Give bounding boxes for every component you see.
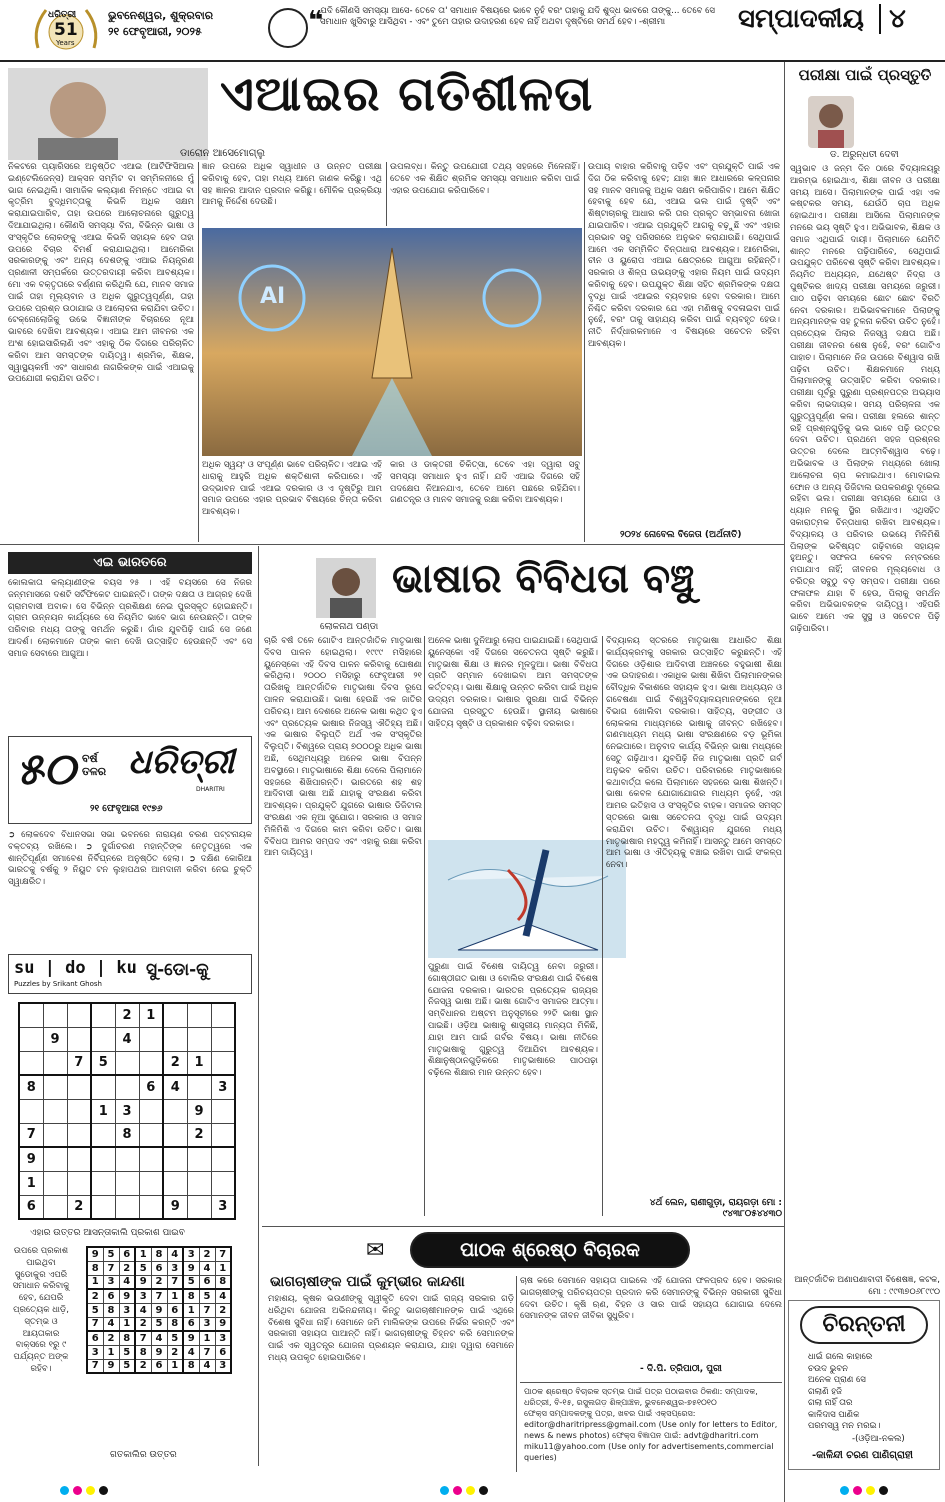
grid-cell: 6 <box>215 1345 231 1359</box>
grid-cell: 7 <box>167 1275 183 1289</box>
grid-cell: 8 <box>87 1261 103 1275</box>
grid-cell: 1 <box>167 1289 183 1303</box>
ai-image-label: AI <box>260 284 286 309</box>
letter-icon: ✉ <box>366 1238 385 1263</box>
column-rule <box>516 1276 517 1472</box>
lead-column-3-top: ଉପଲବ୍ଧ। କିନ୍ତୁ ଉପଯୋଗୀ ତଥ୍ୟ ସହଜରେ ମିଳେନାହିଁ। ତେବେ ଏକ ଶିକ୍ଷିତ ଶ୍ରମିକ ସମସ୍ୟା ସମାଧାନ କରିବା ପାଇଁ ଏହାର ଉପଯୋଗ କରିପାରିବେ। <box>390 162 580 196</box>
section-title: ସମ୍ପାଦକୀୟ <box>738 4 864 34</box>
grid-cell: 2 <box>67 1195 91 1219</box>
grid-cell: 6 <box>119 1247 135 1261</box>
ai-paris-illustration <box>202 228 582 456</box>
grid-cell: 3 <box>87 1345 103 1359</box>
grid-cell: 6 <box>151 1261 167 1275</box>
grid-cell: 9 <box>135 1275 151 1289</box>
grid-cell: 8 <box>151 1247 167 1261</box>
grid-cell: 1 <box>135 1247 151 1261</box>
grid-cell <box>91 1027 115 1051</box>
grid-cell <box>187 1171 211 1195</box>
grid-cell: 8 <box>135 1345 151 1359</box>
sudoku-answer-intro: ଉପରେ ପ୍ରକାଶ ପାଇଥିବା ସୁଡୋକୁର ଏପରି ସମାଧାନ କରିବାକୁ ହେବ, ଯେପରି ପ୍ରତ୍ୟେକ ଧାଡ଼ି, ସ୍ତମ୍ଭ ଓ ଆୟତାକାର ବାକ୍ସରେ ୧ରୁ ୯ ପର୍ଯ୍ୟନ୍ତ ଅଙ୍କ ରହିବ। <box>12 1246 70 1374</box>
grid-row <box>87 1261 231 1275</box>
row-rule <box>262 1226 784 1227</box>
reader-contact-3: miku11@yahoo.com (Use only for advertisements,commercial queries) <box>524 1442 774 1462</box>
grid-cell <box>115 1171 139 1195</box>
grid-cell: 7 <box>199 1303 215 1317</box>
side-body: ସ୍ୱଭାବ ଓ ଜନ୍ମ ଦିନ ଠାରେ ବିଦ୍ୟାଳୟରୁ ଆରମ୍ଭ ହୋଇଥାଏ, ଶିକ୍ଷା ଜୀବନ ଓ ପରୀକ୍ଷା ସମୟ ଆସେ। ପିଲାମାନଙ୍କ ପାଇଁ ଏହା ଏକ କଷ୍ଟକର ସମୟ, ଯେଉଁଠି ଚାପ ଅଧିକ ହୋଇଥାଏ। ପରୀକ୍ଷା ଆସିଲେ ପିଲାମାନଙ୍କ ମନରେ ଭୟ ସୃଷ୍ଟି ହୁଏ। ଅଭିଭାବକ, ଶିକ୍ଷକ ଓ ସମାଜ ଏଥିପାଇଁ ଦାୟୀ। ପିଲାମାନେ ଯେମିତି ଶାନ୍ତ ମନରେ ପଢ଼ିପାରିବେ, ସେଥିପାଇଁ ଉପଯୁକ୍ତ ପରିବେଶ ସୃଷ୍ଟି କରିବା ଆବଶ୍ୟକ। ନିୟମିତ ଅଧ୍ୟୟନ, ଯଥେଷ୍ଟ ନିଦ୍ରା ଓ ପୁଷ୍ଟିକର ଖାଦ୍ୟ ପରୀକ୍ଷା ସମୟରେ ଜରୁରୀ। ପାଠ ପଢ଼ିବା ସମୟରେ ଛୋଟ ଛୋଟ ବିରତି ନେବା ଦରକାର। ଅଭିଭାବକମାନେ ପିଲାଙ୍କୁ ଅନ୍ୟମାନଙ୍କ ସହ ତୁଳନା କରିବା ଉଚିତ ନୁହେଁ। ପ୍ରତ୍ୟେକ ପିଲାର ନିଜସ୍ୱ ଦକ୍ଷତା ଅଛି। ପରୀକ୍ଷା ଜୀବନର ଶେଷ ନୁହେଁ, ବରଂ ଗୋଟିଏ ପାହାଚ। ପିଲାମାନେ ନିଜ ଉପରେ ବିଶ୍ୱାସ ରଖି ପଢ଼ିବା ଉଚିତ। ଶିକ୍ଷକମାନେ ମଧ୍ୟ ପିଲାମାନଙ୍କୁ ଉତ୍ସାହିତ କରିବା ଦରକାର। ପରୀକ୍ଷା ପୂର୍ବରୁ ପୁରୁଣା ପ୍ରଶ୍ନପତ୍ର ଅଭ୍ୟାସ କରିବା ଲାଭଦାୟକ। ସମୟ ପରିଚାଳନା ଏକ ଗୁରୁତ୍ୱପୂର୍ଣ୍ଣ କଳା। ପରୀକ୍ଷା ହଲରେ ଶାନ୍ତ ରହି ପ୍ରଶ୍ନଗୁଡ଼ିକୁ ଭଲ ଭାବେ ପଢ଼ି ଉତ୍ତର ଦେବା ଉଚିତ। ପ୍ରଥମେ ସହଜ ପ୍ରଶ୍ନର ଉତ୍ତର ଦେଲେ ଆତ୍ମବିଶ୍ୱାସ ବଢ଼େ। ଅଭିଭାବକ ଓ ପିଲାଙ୍କ ମଧ୍ୟରେ ଖୋଲା ଆଲୋଚନା ଚାପ କମାଇଥାଏ। ମୋବାଇଲ ଫୋନ ଓ ଅନ୍ୟ ଡିଜିଟାଲ ଉପକରଣରୁ ଦୂରେଇ ରହିବା ଭଲ। ପରୀକ୍ଷା ସମୟରେ ଯୋଗ ଓ ଧ୍ୟାନ ମନକୁ ସ୍ଥିର ରଖିଥାଏ। ଏଥିସହିତ ସକାରାତ୍ମକ ଚିନ୍ତାଧାରା ରଖିବା ଆବଶ୍ୟକ। ବିଦ୍ୟାଳୟ ଓ ପରିବାର ଉଭୟେ ମିଳିମିଶି ପିଲାଙ୍କ ଭବିଷ୍ୟତ ଗଢ଼ିବାରେ ସହାୟକ ହୁଅନ୍ତୁ। ସଫଳତା କେବଳ ନମ୍ବରରେ ମପାଯାଏ ନାହିଁ; ଜୀବନର ମୂଲ୍ୟବୋଧ ଓ ଚରିତ୍ର ସବୁଠୁ ବଡ଼ ସମ୍ପଦ। ପରୀକ୍ଷା ପରେ ଫଳାଫଳ ଯାହା ବି ହେଉ, ପିଲାକୁ ସମର୍ଥନ କରିବା ଅଭିଭାବକଙ୍କ ଦାୟିତ୍ୱ। ଏହିପରି ଭାବେ ଆମେ ଏକ ସୁସ୍ଥ ଓ ସଚେତନ ପିଢ଼ି ଗଢ଼ିପାରିବା। <box>790 164 940 635</box>
grid-cell: 1 <box>215 1261 231 1275</box>
grid-cell: 6 <box>19 1195 43 1219</box>
grid-cell: 3 <box>211 1195 235 1219</box>
grid-row <box>87 1289 231 1303</box>
grid-cell <box>43 1171 67 1195</box>
grid-cell <box>67 1075 91 1099</box>
grid-cell <box>91 1195 115 1219</box>
grid-row <box>19 1003 235 1027</box>
sudoku-title-en: su | do | ku <box>14 958 137 978</box>
grid-cell: 1 <box>139 1003 163 1027</box>
grid-cell <box>115 1195 139 1219</box>
grid-cell <box>91 1003 115 1027</box>
grid-cell: 2 <box>115 1003 139 1027</box>
chakra-icon <box>268 8 308 48</box>
city-day: ଭୁବନେଶ୍ୱର, ଶୁକ୍ରବାର <box>108 9 214 22</box>
grid-cell: 4 <box>119 1275 135 1289</box>
grid-cell: 9 <box>187 1099 211 1123</box>
lang-headline: ଭାଷାର ବିବିଧତା ବଞ୍ଚୁ <box>392 556 695 602</box>
grid-cell <box>139 1099 163 1123</box>
grid-cell: 2 <box>87 1289 103 1303</box>
grid-cell: 7 <box>103 1261 119 1275</box>
grid-row <box>87 1303 231 1317</box>
grid-cell <box>211 1051 235 1075</box>
lang-author: ଲୋକନାଥ ପଣ୍ଡା <box>320 622 379 632</box>
grid-cell: 2 <box>163 1051 187 1075</box>
grid-cell: 2 <box>103 1331 119 1345</box>
sudoku-note: ଏହାର ଉତ୍ତର ଆସନ୍ତାକାଲି ପ୍ରକାଶ ପାଇବ <box>30 1228 185 1238</box>
years-ago-label: ବର୍ଷ ତଳର <box>82 752 107 778</box>
date: ୨୧ ଫେବୃଆରୀ, ୨୦୨୫ <box>108 25 202 38</box>
reader-title: ପାଠକ ଶ୍ରେଷ୍ଠ ବିଚାରକ <box>410 1232 690 1268</box>
grid-cell: 3 <box>167 1261 183 1275</box>
lead-column-2-top: ଜ୍ଞାନ ଉପରେ ଅଧିକ ସ୍ୱାଧୀନ ଓ ଉନ୍ନତ ପରୀକ୍ଷା କରିବାକୁ ହେବ, ତାହା ମଧ୍ୟ ଆମେ ଜାଣକ କରିଛୁ। ଏଥି ସହ ଜ୍ଞାନର ଆଦାନ ପ୍ରଦାନ କରିଛୁ। ମୌଳିକ ପ୍ରକ୍ରିୟା ଆମକୁ ନିର୍ଦ୍ଦେଶ ଦେଉଛି। <box>202 162 382 208</box>
grid-cell: 9 <box>119 1289 135 1303</box>
grid-cell: 6 <box>103 1289 119 1303</box>
grid-cell: 1 <box>199 1331 215 1345</box>
side-headline: ପରୀକ୍ଷା ପାଇଁ ପ୍ରସ୍ତୁତି <box>798 66 932 84</box>
grid-cell: 8 <box>103 1303 119 1317</box>
grid-cell <box>211 1147 235 1171</box>
color-registration-right <box>840 1480 892 1499</box>
grid-cell <box>139 1195 163 1219</box>
chirantani-poem: ଧାଇଁ ଗଲେ କାହାରେ ଚଉଦ ଭୁବନ ଅନେକ ପ୍ରାଣ ସେ ଗଲାଣି ହଜି ଗଲା ନାହିଁ ତାର କାଳିଦାସ ପାଣିକ ପରମସ୍ୱ ମନ ମରଇ। <box>808 1352 881 1431</box>
lang-footer: ୪ର୍ଥ ଲେନ, ରାଣୀଗୁଡ଼ା, ରାୟଗଡ଼ା ମୋ : ୯୪୩୮୦୫୪୪୩୦ <box>649 1198 782 1219</box>
grid-cell <box>19 1027 43 1051</box>
fifty-badge: ୫୦ <box>16 744 76 795</box>
dharitri-logo-sub: DHARITRI <box>196 786 225 793</box>
grid-cell: 4 <box>115 1027 139 1051</box>
grid-cell: 6 <box>87 1331 103 1345</box>
grid-row <box>19 1171 235 1195</box>
grid-cell <box>187 1075 211 1099</box>
grid-cell <box>43 1123 67 1147</box>
grid-row <box>19 1099 235 1123</box>
reader-subtitle: ଭାଗଚାଷୀଙ୍କ ପାଇଁ କୁମ୍ଭୀର କାନ୍ଦଣା <box>270 1274 465 1290</box>
row-rule <box>520 1382 782 1383</box>
grid-cell: 2 <box>215 1303 231 1317</box>
grid-row <box>19 1075 235 1099</box>
grid-cell <box>163 1099 187 1123</box>
grid-cell: 2 <box>119 1261 135 1275</box>
grid-row <box>87 1275 231 1289</box>
grid-cell <box>67 1171 91 1195</box>
grid-cell: 7 <box>151 1289 167 1303</box>
grid-cell: 4 <box>215 1289 231 1303</box>
logo-text: ଧରିତ୍ରୀ <box>48 10 77 20</box>
grid-cell: 4 <box>199 1359 215 1373</box>
grid-cell <box>43 1075 67 1099</box>
grid-cell <box>67 1147 91 1171</box>
grid-cell: 5 <box>135 1261 151 1275</box>
column-rule <box>258 546 259 1466</box>
side-author: ଡ. ଅରୁନ୍ଧତୀ ଦେବୀ <box>830 150 899 160</box>
grid-cell: 2 <box>151 1275 167 1289</box>
grid-cell: 3 <box>215 1359 231 1373</box>
grid-cell: 9 <box>19 1147 43 1171</box>
sudoku-answer-grid <box>86 1246 232 1374</box>
grid-cell: 8 <box>119 1331 135 1345</box>
grid-cell <box>67 1099 91 1123</box>
grid-cell <box>139 1147 163 1171</box>
thought-quote: ଯଦି କୌଣସି ସମସ୍ୟା ଆସେ- ତେବେ ତା' ସମାଧାନ ବିଷୟରେ ଭାବେ ନୁହଁ ବରଂ ତାହାକୁ ଯଦି ଶୁଦ୍ଧ ଭାବରେ ତାଙ୍କୁ... ତେବେ ସେ ସମାଧାନ ଖୁସିବାରୁ ଆସିଥିବା - ଏବଂ ତୁମେ ତାହାର ଉଦାହରଣ ହେବ ନାହିଁ ଅଥବା ଦୃଷ୍ଟିରେ ସମର୍ଥ ହେବ। -ଶ୍ରୀମା <box>320 6 715 27</box>
grid-cell: 7 <box>215 1247 231 1261</box>
lead-credit: ୨୦୨୪ ନୋବେଲ ବିଜେତା (ଅର୍ଥନୀତି) <box>620 530 742 540</box>
grid-cell: 5 <box>199 1289 215 1303</box>
column-rule <box>602 636 603 1216</box>
grid-cell <box>43 1003 67 1027</box>
column-rule <box>424 636 425 1216</box>
forty-years-date: ୨୧ ଫେବୃଆରୀ ୧୯୭୬ <box>90 804 163 814</box>
lang-column-2-top: ଅନେକ ଭାଷା ଦୁନିଆରୁ ଲୋପ ପାଇଯାଇଛି। ସେଥିପାଇଁ ୟୁନେସ୍କୋ ଏହି ଦିଗରେ ସଚେତନତା ସୃଷ୍ଟି କରୁଛି। ମାତୃଭାଷା ଶିକ୍ଷା ଓ ଜ୍ଞାନର ମୂଳଦୁଆ। ଭାଷା ବିବିଧତା ପ୍ରତି ସମ୍ମାନ ଦେଖାଇବା ଆମ ସମସ୍ତଙ୍କ କର୍ତ୍ତବ୍ୟ। ଭାଷା ଶିକ୍ଷାକୁ ଉନ୍ନତ କରିବା ପାଇଁ ଅଧିକ ଉଦ୍ୟମ ଦରକାର। ଭାଷାର ସୁରକ୍ଷା ପାଇଁ ବିଭିନ୍ନ ଯୋଜନା ପ୍ରସ୍ତୁତ ହେଉଛି। ସ୍ଥାନୀୟ ଭାଷାରେ ସାହିତ୍ୟ ସୃଷ୍ଟି ଓ ପ୍ରକାଶନ ବଢ଼ିବା ଦରକାର। <box>428 636 598 729</box>
grid-cell: 1 <box>19 1171 43 1195</box>
grid-row <box>87 1345 231 1359</box>
grid-cell: 6 <box>199 1275 215 1289</box>
color-registration-left <box>60 1480 112 1499</box>
grid-cell: 5 <box>103 1247 119 1261</box>
lang-column-2-bottom: ପୁରୁଣା ପାଇଁ ବିଶେଷ ଦାୟିତ୍ୱ ନେବା ଜରୁରୀ। ଗୋଷ୍ଠୀଗତ ଭାଷା ଓ ବୋଲିର ସଂରକ୍ଷଣ ପାଇଁ ବିଶେଷ ଯୋଜନା ଦରକାର। ଭାରତର ପ୍ରତ୍ୟେକ ରାଜ୍ୟର ନିଜସ୍ୱ ଭାଷା ଅଛି। ଭାଷା ଗୋଟିଏ ସମାଜର ଆତ୍ମା। ସମ୍ବିଧାନର ଅଷ୍ଟମ ଅନୁସୂଚୀରେ ୨୨ଟି ଭାଷା ସ୍ଥାନ ପାଇଛି। ଓଡ଼ିଆ ଭାଷାକୁ ଶାସ୍ତ୍ରୀୟ ମାନ୍ୟତା ମିଳିଛି, ଯାହା ଆମ ପାଇଁ ଗର୍ବର ବିଷୟ। ଭାଷା ନୀତିରେ ମାତୃଭାଷାକୁ ଗୁରୁତ୍ୱ ଦିଆଯିବା ଆବଶ୍ୟକ। ଶିକ୍ଷାନୁଷ୍ଠାନଗୁଡ଼ିକରେ ମାତୃଭାଷାରେ ପାଠପଢ଼ା ବଢ଼ିଲେ ଶିକ୍ଷାର ମାନ ଉନ୍ନତ ହେବ। <box>428 962 598 1079</box>
author-photo <box>8 68 208 160</box>
chirantani-source: -(ଓଡ଼ିଆ-ନକଲ) <box>852 1434 905 1444</box>
lead-column-1: ନିକଟରେ ପ୍ୟାରିସରେ ଅନୁଷ୍ଠିତ ଏଆଇ (ଆର୍ଟିଫିସିଆଲ ଇଣ୍ଟେଲିଜେନ୍ସ) ଆକ୍ସନ ସମ୍ମିଟ ବା ସମ୍ମିଳନୀରେ ମୁଁ ଭାଗ ନେଇଥିଲି। ସାମାଜିକ କଲ୍ୟାଣ ନିମନ୍ତେ ଏଆଇ ବା କୃତ୍ରିମ ବୁଦ୍ଧିମତ୍ତାକୁ କିଭଳି ଅଧିକ ସକ୍ଷମ କରାଯାଇପାରିବ, ତାହା ଉପରେ ଆଲୋଚନାରେ ଗୁରୁତ୍ୱ ଦିଆଯାଇଥିଲା। କୌଣସି ସମସ୍ୟା ବିନା, ବିଭିନ୍ନ ଭାଷା ଓ ସଂସ୍କୃତିର ଲୋକଙ୍କୁ ଏଆଇ କିଭଳି ସହାୟକ ହେବ ତାହା ଉପରେ ବିଚାର ବିମର୍ଶ କରାଯାଇଥିଲା। ଆମେରିକା ସରକାରଙ୍କୁ ଏବଂ ଅନ୍ୟ ଦେଶଙ୍କୁ ଏଆଇ ନିୟନ୍ତ୍ରଣ ପ୍ରଣାଳୀ ସମ୍ପର୍କରେ ଉତ୍ତରଦାୟୀ କରିବା ଆବଶ୍ୟକ। ମୋ ଏକ ବକ୍ତୃତାରେ ବର୍ଣ୍ଣନା କରିଥିଲି ଯେ, ମାନବ ସମାଜ ପାଇଁ ତାହା ମୂଲ୍ୟବାନ ଓ ଅଧିକ ଗୁରୁତ୍ୱପୂର୍ଣ୍ଣ, ତାହା ଉପରେ ପ୍ରଶ୍ନ ଉଠାଯାଇ ଓ ଆଲୋଚନା କରାଯିବା ଉଚିତ। ଟେକ୍ନୋଲୋଜିକୁ ଉଭେ ବିଜ୍ଞାନୀଙ୍କ ବିଚାରରେ ନୂଆ ଭାବରେ ଦେଖିବା ଆବଶ୍ୟକ। ଏଆଇ ଆମ ଜୀବନର ଏକ ଅଂଶ ହୋଇସାରିଲାଣି ଏବଂ ଏହାକୁ ଠିକ ଦିଗରେ ପରିଚାଳିତ କରିବା ଆମ ସମସ୍ତଙ୍କ ଦାୟିତ୍ୱ। ଶ୍ରମିକ, ଶିକ୍ଷକ, ସ୍ୱାସ୍ଥ୍ୟକର୍ମୀ ଏବଂ ସାଧାରଣ ନାଗରିକଙ୍କ ପାଇଁ ଏଆଇକୁ ଉପଯୋଗୀ କରାଯିବା ଉଚିତ। <box>8 162 194 385</box>
grid-cell: 2 <box>135 1317 151 1331</box>
grid-cell: 4 <box>183 1345 199 1359</box>
grid-row <box>19 1123 235 1147</box>
color-registration-center <box>440 1480 492 1499</box>
grid-cell <box>163 1171 187 1195</box>
grid-row <box>19 1147 235 1171</box>
grid-cell: 5 <box>119 1345 135 1359</box>
ei-bharatare-title: ଏଇ ଭାରତରେ <box>8 552 252 574</box>
grid-cell: 6 <box>139 1075 163 1099</box>
grid-cell <box>163 1027 187 1051</box>
grid-cell <box>163 1123 187 1147</box>
forty-years-body: ➲ ଲୋକଦେବ ବିଧାନସଭା ସଭା ଭବନରେ ନାରାୟଣ ଚରଣ ପଟ୍ଟନାୟକ ବକ୍ତବ୍ୟ ରଖିଲେ। ➲ ଦୁର୍ଗାଚରଣ ମହାନ୍ତିଙ୍କ ନେତୃତ୍ୱରେ ଏକ ଶାନ୍ତିପୂର୍ଣ୍ଣ ସମାବେଶ ନିର୍ବିଘ୍ନରେ ଅନୁଷ୍ଠିତ ହେଲା। ➲ ଦକ୍ଷିଣ କୋରିଆ ଭାରତକୁ ବର୍ଷକୁ ୨ ନିୟୁତ ଟନ ଲୁହାପଥର ଆମଦାନୀ କରିବା ନେଇ ଚୁକ୍ତି ସ୍ୱାକ୍ଷରିତ। <box>8 830 252 888</box>
reader-contact-2: ଫେକ୍ସ ସମ୍ପାଦକଙ୍କୁ ପତ୍ର, ଖବର ପାଇଁ ଏକ୍ସପ୍ରେସ: editor@dharitripress@gmail.com (Use only for letters to Editor, news & news photos) ଫେକ୍ସ ବିଜ୍ଞାପନ ପାଇଁ: advt@dharitri.com <box>524 1409 778 1440</box>
grid-row <box>19 1195 235 1219</box>
grid-cell: 8 <box>183 1289 199 1303</box>
grid-cell <box>43 1195 67 1219</box>
issue-date <box>108 8 213 40</box>
lead-column-4: ଉପାୟ ବାହାର କରିବାକୁ ପଡ଼ିବ ଏବଂ ପ୍ରଯୁକ୍ତି ପାଇଁ ଏକ ଦିଗ ଠିକ କରିବାକୁ ହେବ; ଯାହା ଜ୍ଞାନ ଆଧାରରେ କଳ୍ପନାର ସହ ମାନବ ସମାଜକୁ ଅଧିକ ସକ୍ଷମ କରିପାରିବ। ଆମେ ଶିକ୍ଷିତ ହେବାକୁ ହେବ ଯେ, ଏଆଇ ଭଲ ପାଇଁ ଦୃଷ୍ଟି ଏବଂ ଶିଷ୍ଟାଚାରକୁ ଆଧାର କରି ତାର ପ୍ରକୃତ ସମ୍ଭାବନା ଖୋଜା ଯାଇପାରିବ। ଏଆଇ ପ୍ରଯୁକ୍ତି ଆଗକୁ ବଢ଼ୁଛି ଏବଂ ଏହାର ପ୍ରଭାବ ସବୁ ପରିସରରେ ଅନୁଭବ କରାଯାଉଛି। ସେଥିପାଇଁ ଆମେ ଏକ ସମ୍ମିଳିତ ଚିନ୍ତାଧାରା ଆବଶ୍ୟକ। ଆମେରିକା, ଚୀନ ଓ ୟୁରୋପ ଏଆଇ କ୍ଷେତ୍ରରେ ଆଗୁଆ ରହିଛନ୍ତି। ସରକାର ଓ ଶିଳ୍ପ ଉଭୟଙ୍କୁ ଏହାର ନିୟମ ପାଇଁ ଉଦ୍ୟମ କରିବାକୁ ହେବ। ଉପଯୁକ୍ତ ଶିକ୍ଷା ସହିତ ଶ୍ରମିକଙ୍କ ଦକ୍ଷତା ବୃଦ୍ଧି ପାଇଁ ଏଆଇର ବ୍ୟବହାର ହେବା ଦରକାର। ଆମେ ନିଶ୍ଚିତ କରିବା ଦରକାର ଯେ ଏହା ମଣିଷକୁ ବଦଳାଇବା ପାଇଁ ନୁହେଁ, ବରଂ ତାକୁ ସାହାଯ୍ୟ କରିବା ପାଇଁ ବ୍ୟବହୃତ ହେଉ। ନୀତି ନିର୍ଦ୍ଧାରକମାନେ ଏ ବିଷୟରେ ସଚେତନ ରହିବା ଆବଶ୍ୟକ। <box>588 162 780 349</box>
column-rule <box>198 162 199 542</box>
grid-row <box>19 1051 235 1075</box>
grid-cell <box>91 1171 115 1195</box>
grid-cell: 2 <box>187 1123 211 1147</box>
grid-cell <box>91 1075 115 1099</box>
grid-cell: 7 <box>19 1123 43 1147</box>
reader-letter-body: ମହାଶୟ, କୃଷକ ଭଉଣୀଙ୍କୁ ସ୍ୱୀକୃତି ଦେବା ପାଇଁ ରାଜ୍ୟ ସରକାର ଗଡ଼ି ଧରିଥିବା ଯୋଜନା ଅଭିନନ୍ଦନୀୟ। କିନ୍ତୁ ଭାଗଚାଷୀମାନଙ୍କ ପାଇଁ ଏଥିରେ ବିଶେଷ ସୁବିଧା ନାହିଁ। ସେମାନେ ଜମି ମାଲିକଙ୍କ ଉପରେ ନିର୍ଭର କରନ୍ତି ଏବଂ ସରକାରୀ ସହାୟତା ପାଆନ୍ତି ନାହିଁ। ଭାଗଚାଷୀଙ୍କୁ ଚିହ୍ନଟ କରି ସେମାନଙ୍କ ପାଇଁ ଏକ ସ୍ୱତନ୍ତ୍ର ଯୋଜନା ପ୍ରଣୟନ କରାଯାଉ, ଯାହା ଦ୍ୱାରା ସେମାନେ ମଧ୍ୟ ଉପକୃତ ହୋଇପାରିବେ। <box>268 1294 514 1363</box>
row-rule <box>0 544 784 545</box>
grid-cell: 4 <box>103 1317 119 1331</box>
grid-cell: 3 <box>199 1317 215 1331</box>
side-author-photo <box>808 96 854 148</box>
lead-column-3-bottom: କାର ଓ ଡାକ୍ତରୀ ଚିକିତ୍ସା, ତେବେ ଏହା ଦ୍ୱାରା ସବୁ ସମସ୍ୟା ସମାଧାନ ହୁଏ ନାହିଁ। ଯଦି ଏଆଇ ଦିଗରେ ସହି ପଦକ୍ଷେପ ନିଆନଯାଏ, ତେବେ ଆମେ ପଛରେ ରହିଯିବା। ଗଣତନ୍ତ୍ର ଓ ମାନବ ସମାଜକୁ ରକ୍ଷା କରିବା ଆବଶ୍ୟକ। <box>390 460 580 506</box>
grid-cell: 9 <box>163 1195 187 1219</box>
grid-cell <box>91 1123 115 1147</box>
grid-cell: 1 <box>167 1359 183 1373</box>
grid-cell: 1 <box>187 1051 211 1075</box>
grid-cell <box>43 1147 67 1171</box>
grid-cell <box>211 1123 235 1147</box>
column-rule <box>386 162 387 226</box>
section-header <box>738 4 938 52</box>
reader-signoff: - ଦି.ପି. ତ୍ରିପାଠୀ, ପୁରୀ <box>640 1364 722 1374</box>
grid-cell: 1 <box>183 1303 199 1317</box>
grid-cell <box>115 1051 139 1075</box>
grid-row <box>87 1359 231 1373</box>
lead-author: ଡାରୋନ ଆସେମୋଗ୍ଲୁ <box>180 148 266 159</box>
grid-cell: 6 <box>167 1303 183 1317</box>
column-rule <box>584 162 585 542</box>
grid-cell <box>211 1027 235 1051</box>
grid-cell: 8 <box>215 1275 231 1289</box>
grid-cell: 5 <box>151 1317 167 1331</box>
grid-cell: 7 <box>87 1359 103 1373</box>
grid-cell <box>139 1027 163 1051</box>
lead-headline: ଏଆଇର ଗତିଶୀଳତା <box>220 66 594 122</box>
grid-cell <box>19 1099 43 1123</box>
grid-cell: 4 <box>151 1331 167 1345</box>
grid-cell: 6 <box>183 1317 199 1331</box>
grid-cell: 9 <box>103 1359 119 1373</box>
logo-years: 51 <box>54 20 78 40</box>
logo-years-label: Years <box>56 39 75 47</box>
grid-cell <box>211 1003 235 1027</box>
reader-contact-1: ପାଠକ ଶ୍ରେଷ୍ଠ ବିଚାରକ ସ୍ତମ୍ଭ ପାଇଁ ପତ୍ର ପଠାଇବାର ଠିକଣା: ସମ୍ପାଦକ, ଧରିତ୍ରୀ, ବି-୧୫, ରସୁଲଗଡ଼ ଶିଳ୍ପାଞ୍ଚଳ, ଭୁବନେଶ୍ୱର-୭୫୧୦୧୦ <box>524 1387 758 1407</box>
grid-cell: 3 <box>183 1247 199 1261</box>
grid-cell: 6 <box>151 1359 167 1373</box>
grid-cell <box>67 1123 91 1147</box>
grid-cell: 4 <box>199 1261 215 1275</box>
grid-cell <box>19 1051 43 1075</box>
grid-cell: 9 <box>43 1027 67 1051</box>
column-rule <box>784 62 785 1502</box>
grid-cell <box>187 1027 211 1051</box>
grid-cell: 5 <box>167 1331 183 1345</box>
reader-contact <box>524 1386 780 1462</box>
grid-cell: 7 <box>135 1331 151 1345</box>
page-number: ୪ <box>879 4 906 34</box>
grid-cell <box>67 1027 91 1051</box>
sudoku-answer-label: ଗତକାଲିର ଉତ୍ତର <box>110 1450 177 1460</box>
grid-cell <box>115 1075 139 1099</box>
grid-cell <box>187 1003 211 1027</box>
grid-cell: 5 <box>87 1303 103 1317</box>
grid-cell: 4 <box>167 1247 183 1261</box>
grid-cell: 9 <box>183 1261 199 1275</box>
grid-row <box>87 1247 231 1261</box>
grid-row <box>19 1027 235 1051</box>
grid-cell: 9 <box>87 1247 103 1261</box>
grid-cell: 3 <box>215 1331 231 1345</box>
grid-cell: 9 <box>151 1303 167 1317</box>
grid-cell: 2 <box>135 1359 151 1373</box>
grid-cell: 7 <box>67 1051 91 1075</box>
grid-cell: 9 <box>151 1345 167 1359</box>
grid-cell <box>163 1147 187 1171</box>
grid-cell: 4 <box>163 1075 187 1099</box>
grid-cell: 1 <box>87 1275 103 1289</box>
grid-cell: 1 <box>119 1317 135 1331</box>
grid-cell <box>139 1051 163 1075</box>
grid-cell: 4 <box>135 1303 151 1317</box>
grid-cell <box>139 1123 163 1147</box>
lang-column-3: ବିଦ୍ୟାଳୟ ସ୍ତରରେ ମାତୃଭାଷା ଆଧାରିତ ଶିକ୍ଷା କାର୍ଯ୍ୟକ୍ରମକୁ ସରକାର ଉତ୍ସାହିତ କରୁଛନ୍ତି। ଏହି ଦିଗରେ ଓଡ଼ିଶାର ଆଦିବାସୀ ଅଞ୍ଚଳରେ ବହୁଭାଷୀ ଶିକ୍ଷା ଏକ ଉଦାହରଣ। ଏକାଧିକ ଭାଷା ଶିଖିବା ପିଲାମାନଙ୍କର ବୌଦ୍ଧିକ ବିକାଶରେ ସହାୟକ ହୁଏ। ଭାଷା ଅଧ୍ୟୟନ ଓ ଗବେଷଣା ପାଇଁ ବିଶ୍ୱବିଦ୍ୟାଳୟମାନଙ୍କରେ ନୂଆ ବିଭାଗ ଖୋଲିବା ଦରକାର। ସାହିତ୍ୟ, ସଙ୍ଗୀତ ଓ ଲୋକକଳା ମାଧ୍ୟମରେ ଭାଷାକୁ ଜୀବନ୍ତ ରଖିହେବ। ଗଣମାଧ୍ୟମ ମଧ୍ୟ ଭାଷା ସଂରକ୍ଷଣରେ ବଡ଼ ଭୂମିକା ନେଇପାରେ। ଅନୁବାଦ କାର୍ଯ୍ୟ ବିଭିନ୍ନ ଭାଷା ମଧ୍ୟରେ ସେତୁ ଗଢ଼ିଥାଏ। ଯୁବପିଢ଼ି ନିଜ ମାତୃଭାଷା ପ୍ରତି ଗର୍ବ ଅନୁଭବ କରିବା ଉଚିତ। ପରିବାରରେ ମାତୃଭାଷାରେ କଥାବାର୍ତ୍ତା କଲେ ପିଲାମାନେ ସହଜରେ ଭାଷା ଶିଖନ୍ତି। ଭାଷା କେବଳ ଯୋଗାଯୋଗର ମାଧ୍ୟମ ନୁହେଁ, ଏହା ଆମର ଇତିହାସ ଓ ସଂସ୍କୃତିର ବାହକ। ସମାଜର ସମସ୍ତ ସ୍ତରରେ ଭାଷା ସଚେତନତା ବୃଦ୍ଧି ପାଇଁ ଉଦ୍ୟମ କରାଯିବା ଉଚିତ। ବିଶ୍ୱାୟନ ଯୁଗରେ ମଧ୍ୟ ମାତୃଭାଷାର ମହତ୍ତ୍ୱ କମିନାହିଁ। ଆସନ୍ତୁ ଆମେ ସମସ୍ତେ ଆମ ଭାଷା ଓ ଐତିହ୍ୟକୁ ବଞ୍ଚାଇ ରଖିବା ପାଇଁ ସଂକଳ୍ପ ନେବା। <box>606 636 782 871</box>
grid-cell: 3 <box>119 1303 135 1317</box>
grid-cell <box>19 1003 43 1027</box>
grid-cell: 7 <box>199 1345 215 1359</box>
sudoku-grid <box>18 1002 236 1220</box>
grid-cell <box>139 1171 163 1195</box>
reader-letter-body-2: ଚାଷ କରେ ସେମାନେ ସହାୟତା ପାଇଲେ ଏହି ଯୋଜନା ଫଳପ୍ରଦ ହେବ। ସରକାର ଭାଗଚାଷୀଙ୍କୁ ପରିଚୟପତ୍ର ପ୍ରଦାନ କରି ସେମାନଙ୍କୁ ବିଭିନ୍ନ ସରକାରୀ ସୁବିଧା ଦେବା ଉଚିତ। କୃଷି ଋଣ, ବିହନ ଓ ସାର ପାଇଁ ସହାୟତା ଯୋଗାଇ ଦେଲେ ସେମାନଙ୍କ ଜୀବନ ଜୀବିକା ସୁଧୁରିବ। <box>520 1276 782 1322</box>
grid-cell <box>91 1147 115 1171</box>
lang-column-1: ଚାରି ବର୍ଷ ତଳେ ଗୋଟିଏ ଆନ୍ତର୍ଜାତିକ ମାତୃଭାଷା ଦିବସ ପାଳନ ହୋଇଥିଲା। ୧୯୯୯ ମସିହାରେ ୟୁନେସ୍କୋ ଏହି ଦିବସ ପାଳନ କରିବାକୁ ଘୋଷଣା କରିଥିଲା। ୨୦୦୦ ମସିହାରୁ ଫେବୃଆରୀ ୨୧ ତାରିଖକୁ ଆନ୍ତର୍ଜାତିକ ମାତୃଭାଷା ଦିବସ ରୂପେ ପାଳନ କରାଯାଉଛି। ଭାଷା ହେଉଛି ଏକ ଜାତିର ପରିଚୟ। ଆମ ଦେଶରେ ଅନେକ ଭାଷା କଥିତ ହୁଏ ଏବଂ ପ୍ରତ୍ୟେକ ଭାଷାର ନିଜସ୍ୱ ଐତିହ୍ୟ ଅଛି। ଏକ ଭାଷାର ବିଲୁପ୍ତି ଅର୍ଥ ଏକ ସଂସ୍କୃତିର ବିଲୁପ୍ତି। ବିଶ୍ୱରେ ପ୍ରାୟ ୭୦୦୦ରୁ ଅଧିକ ଭାଷା ଅଛି, ସେଥିମଧ୍ୟରୁ ଅନେକ ଭାଷା ବିପନ୍ନ ଅବସ୍ଥାରେ। ମାତୃଭାଷାରେ ଶିକ୍ଷା ଦେଲେ ପିଲାମାନେ ସହଜରେ ଶିଖିପାରନ୍ତି। ଭାରତରେ ଶହ ଶହ ଆଦିବାସୀ ଭାଷା ଅଛି ଯାହାକୁ ସଂରକ୍ଷଣ କରିବା ଆବଶ୍ୟକ। ପ୍ରଯୁକ୍ତି ଯୁଗରେ ଭାଷାର ଡିଜିଟାଲ ସଂରକ୍ଷଣ ଏକ ନୂଆ ସୁଯୋଗ। ସରକାର ଓ ସମାଜ ମିଳିମିଶି ଏ ଦିଗରେ କାମ କରିବା ଉଚିତ। ଭାଷା ବିବିଧତା ଆମର ସମ୍ପଦ ଏବଂ ଏହାକୁ ରକ୍ଷା କରିବା ଆମ ଦାୟିତ୍ୱ। <box>264 636 422 859</box>
grid-cell: 8 <box>19 1075 43 1099</box>
grid-cell: 3 <box>211 1075 235 1099</box>
chirantani-title: ଚିରନ୍ତନୀ <box>800 1306 928 1344</box>
grid-row <box>87 1331 231 1345</box>
dharitri-logo: ଧରିତ୍ରୀ <box>128 742 235 782</box>
grid-cell: 8 <box>115 1123 139 1147</box>
grid-row <box>87 1317 231 1331</box>
sudoku-byline: Puzzles by Srikant Ghosh <box>14 980 102 988</box>
grid-cell: 3 <box>103 1275 119 1289</box>
grid-cell: 7 <box>87 1317 103 1331</box>
grid-cell: 8 <box>167 1317 183 1331</box>
grid-cell: 9 <box>183 1331 199 1345</box>
grid-cell <box>211 1099 235 1123</box>
grid-cell <box>67 1003 91 1027</box>
sudoku-title-od: ସୁ-ଡୋ-କୁ <box>146 960 209 980</box>
grid-cell: 3 <box>115 1099 139 1123</box>
grid-cell: 9 <box>215 1317 231 1331</box>
lead-column-2-bottom: ଅଧିକ ସ୍ୱୟଂ ଓ ସଂପୂର୍ଣ୍ଣ ଭାବେ ପରିଚାଳିତ। ଏଆଇ ଏହି ଧାରାକୁ ଆହୁରି ଅଧିକ ଶକ୍ତିଶାଳୀ କରିପାରେ। ଏହି ଉଦ୍ଭାବନ ପାଇଁ ଏଆଇ ଦରକାର ଓ ଏ ଦୃଷ୍ଟିରୁ ଆମ ସମାଜ ଉପରେ ଏହାର ପ୍ରଭାବ ବିଷୟରେ ଚିନ୍ତା କରିବା ଆବଶ୍ୟକ। <box>202 460 382 518</box>
grid-cell <box>43 1051 67 1075</box>
quote-mark-icon: ❝ <box>308 6 324 36</box>
grid-cell: 2 <box>167 1345 183 1359</box>
side-footer: ଆନ୍ତର୍ଜାତିକ ଅଣାପଣାବାଦୀ ବିଶେଷଜ୍ଞ, କଟକ, ମୋ : ୯୯୩୭୦୬୮୯୯୦ <box>794 1275 940 1297</box>
grid-cell <box>187 1147 211 1171</box>
lang-author-photo <box>316 558 376 618</box>
grid-cell: 1 <box>91 1099 115 1123</box>
grid-cell <box>211 1171 235 1195</box>
grid-cell <box>187 1195 211 1219</box>
grid-cell: 2 <box>199 1247 215 1261</box>
language-pen-illustration <box>428 840 626 958</box>
grid-cell: 5 <box>183 1275 199 1289</box>
grid-cell: 5 <box>91 1051 115 1075</box>
chirantani-poet: -କାଳିନ୍ଦୀ ଚରଣ ପାଣିଗ୍ରାହୀ <box>812 1450 913 1461</box>
grid-cell <box>43 1099 67 1123</box>
grid-cell: 8 <box>183 1359 199 1373</box>
grid-cell: 3 <box>135 1289 151 1303</box>
grid-cell <box>163 1003 187 1027</box>
grid-cell: 5 <box>119 1359 135 1373</box>
grid-cell <box>115 1147 139 1171</box>
ei-bharatare-body: କୋଲକାତା କଲ୍ୟାଣୀଙ୍କ ବୟସ ୨୫ । ଏହି ବୟସରେ ସେ ନିଜର ଜନ୍ମମାସରେ ଦଶଟି ସର୍ଟିଫିକେଟ ପାଇଛନ୍ତି। ତାଙ୍କ ଦକ୍ଷତା ଓ ଆଗ୍ରହ ଦେଖି ଗ୍ରାମବାସୀ ଅବାକ। ସେ ବିଭିନ୍ନ ପ୍ରଶିକ୍ଷଣ ନେଇ ପୁରସ୍କୃତ ହୋଇଛନ୍ତି। ଗ୍ରାମ ଉନ୍ନୟନ କାର୍ଯ୍ୟରେ ସେ ନିୟମିତ ଭାବେ ଭାଗ ନେଉଛନ୍ତି। ତାଙ୍କ ପରିବାର ମଧ୍ୟ ତାଙ୍କୁ ସମର୍ଥନ କରୁଛି। ଗାଁର ଯୁବପିଢ଼ି ପାଇଁ ସେ ଜଣେ ଆଦର୍ଶ। ଲୋକମାନେ ତାଙ୍କ କାମ ଦେଖି ଉତ୍ସାହିତ ହେଉଛନ୍ତି ଏବଂ ସେ ସମାଜ ସେବାରେ ଆଗୁଆ। <box>8 578 252 659</box>
grid-cell: 1 <box>103 1345 119 1359</box>
